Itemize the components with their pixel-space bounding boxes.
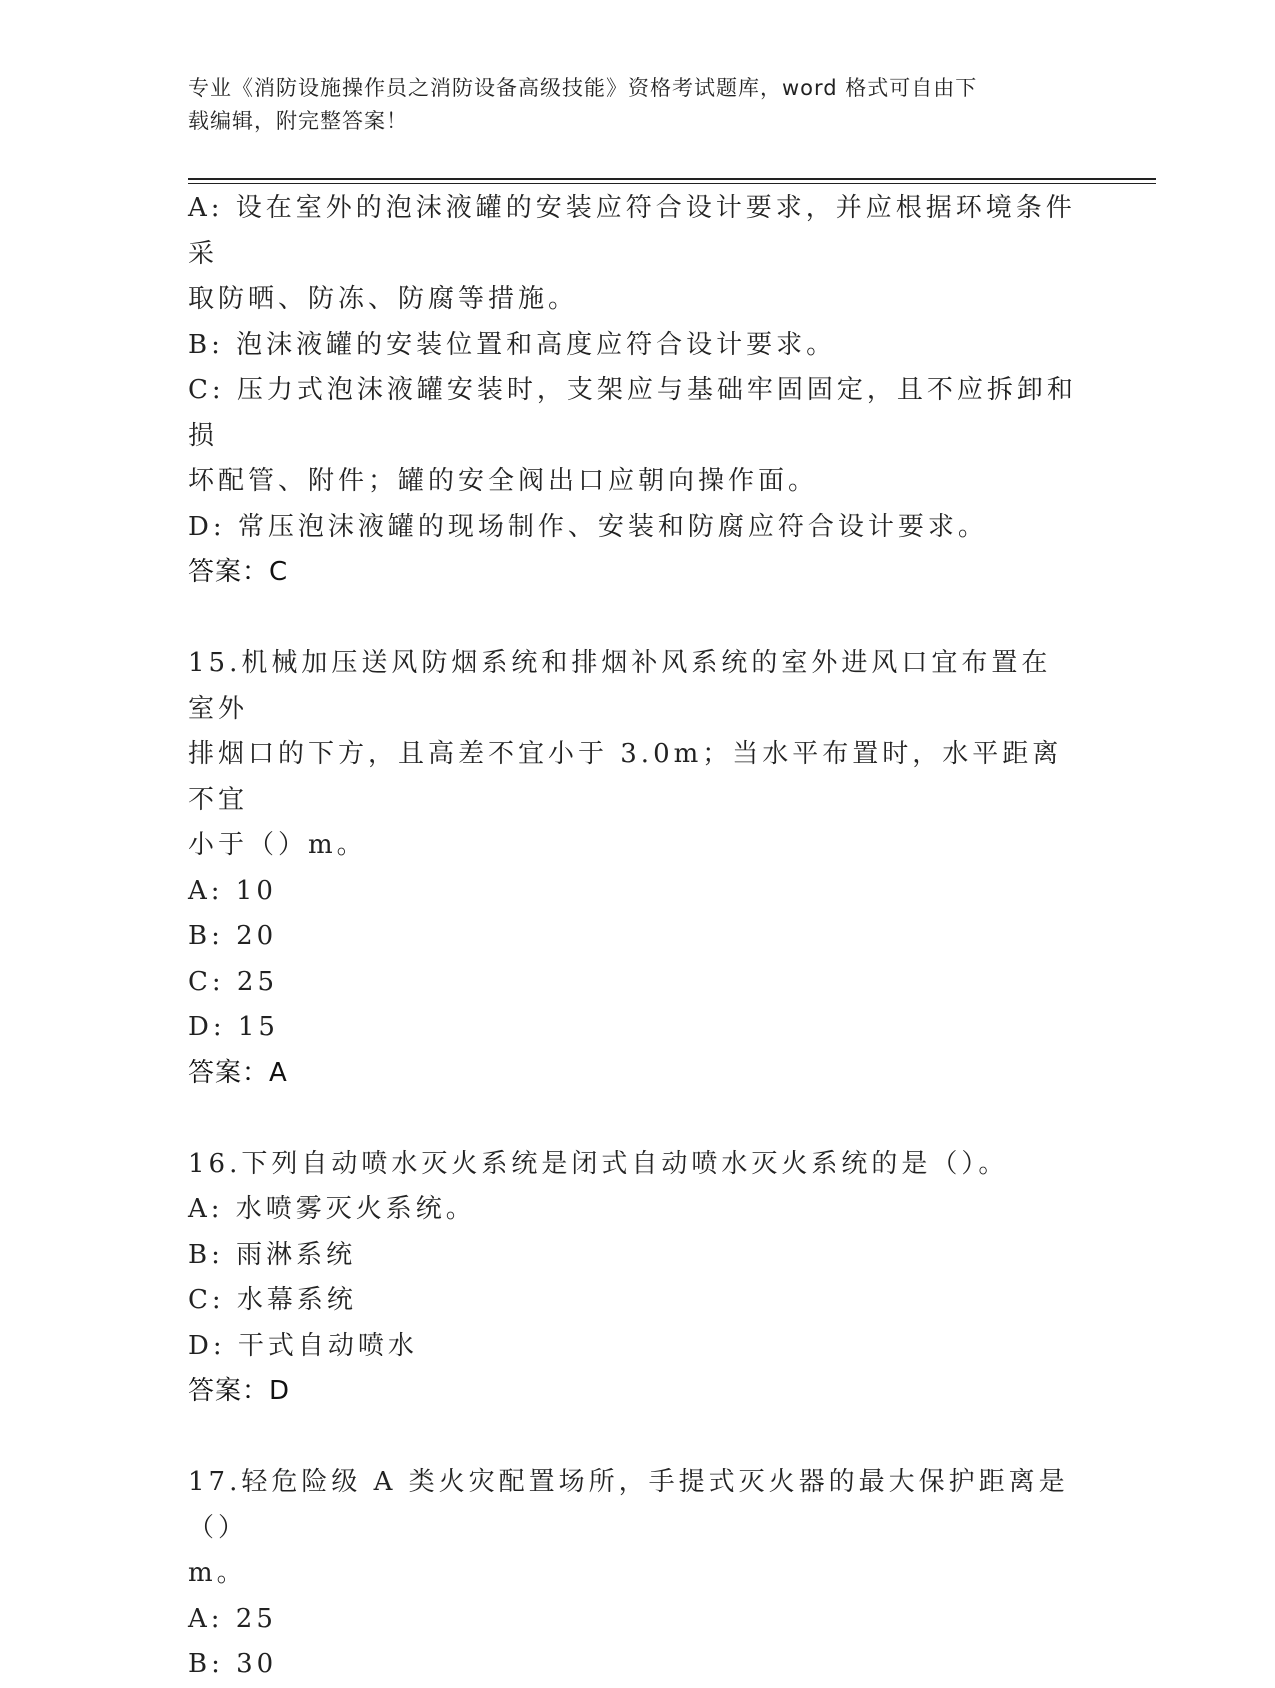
question-14 bbox=[188, 186, 1078, 596]
answer: 答案：A bbox=[188, 1057, 288, 1088]
question-15 bbox=[188, 641, 1078, 1096]
header-divider-thick bbox=[188, 178, 1156, 180]
question-stem-line-1: 17.轻危险级 A 类火灾配置场所，手提式灭火器的最大保护距离是（） bbox=[188, 1467, 1069, 1543]
spacer bbox=[188, 1415, 1078, 1461]
question-stem-line-1: 15.机械加压送风防烟系统和排烟补风系统的室外进风口宜布置在室外 bbox=[188, 648, 1052, 724]
question-stem-line-3: 小于（）m。 bbox=[188, 830, 367, 860]
option-a: A: 10 bbox=[188, 875, 277, 906]
header-divider-thin bbox=[188, 183, 1156, 184]
question-17 bbox=[188, 1460, 1078, 1688]
option-c-line-1: C: 压力式泡沫液罐安装时，支架应与基础牢固固定，且不应拆卸和损 bbox=[188, 375, 1077, 451]
option-d: D: 15 bbox=[188, 1012, 279, 1042]
option-b: B: 泡沫液罐的安装位置和高度应符合设计要求。 bbox=[188, 329, 837, 360]
option-d: D: 干式自动喷水 bbox=[188, 1330, 418, 1361]
option-b: B: 20 bbox=[188, 921, 278, 951]
option-d: D: 常压泡沫液罐的现场制作、安装和防腐应符合设计要求。 bbox=[188, 511, 988, 542]
question-list bbox=[188, 186, 1078, 1688]
answer: 答案：D bbox=[188, 1376, 291, 1406]
question-stem: 16.下列自动喷水灭火系统是闭式自动喷水灭火系统的是（）。 bbox=[188, 1148, 1009, 1179]
option-c-line-2: 坏配管、附件；罐的安全阀出口应朝向操作面。 bbox=[188, 466, 819, 496]
question-stem-line-2: 排烟口的下方，且高差不宜小于 3.0m；当水平布置时，水平距离不宜 bbox=[188, 739, 1063, 815]
option-a: A: 25 bbox=[188, 1603, 277, 1634]
document-header bbox=[188, 72, 1068, 138]
option-c: C: 水幕系统 bbox=[188, 1285, 357, 1315]
header-line-2: 载编辑，附完整答案！ bbox=[188, 109, 408, 133]
option-b: B: 雨淋系统 bbox=[188, 1239, 357, 1270]
option-a-line-1: A: 设在室外的泡沫液罐的安装应符合设计要求，并应根据环境条件采 bbox=[188, 193, 1076, 269]
spacer bbox=[188, 1096, 1078, 1142]
question-stem-line-2: m。 bbox=[188, 1558, 247, 1588]
spacer bbox=[188, 596, 1078, 642]
option-a: A: 水喷雾灭火系统。 bbox=[188, 1194, 476, 1224]
question-16 bbox=[188, 1142, 1078, 1415]
option-b: B: 30 bbox=[188, 1649, 278, 1679]
option-c: C: 25 bbox=[188, 966, 279, 997]
option-a-line-2: 取防晒、防冻、防腐等措施。 bbox=[188, 284, 579, 314]
answer: 答案：C bbox=[188, 557, 289, 587]
header-line-1: 专业《消防设施操作员之消防设备高级技能》资格考试题库，word 格式可自由下 bbox=[188, 76, 978, 100]
